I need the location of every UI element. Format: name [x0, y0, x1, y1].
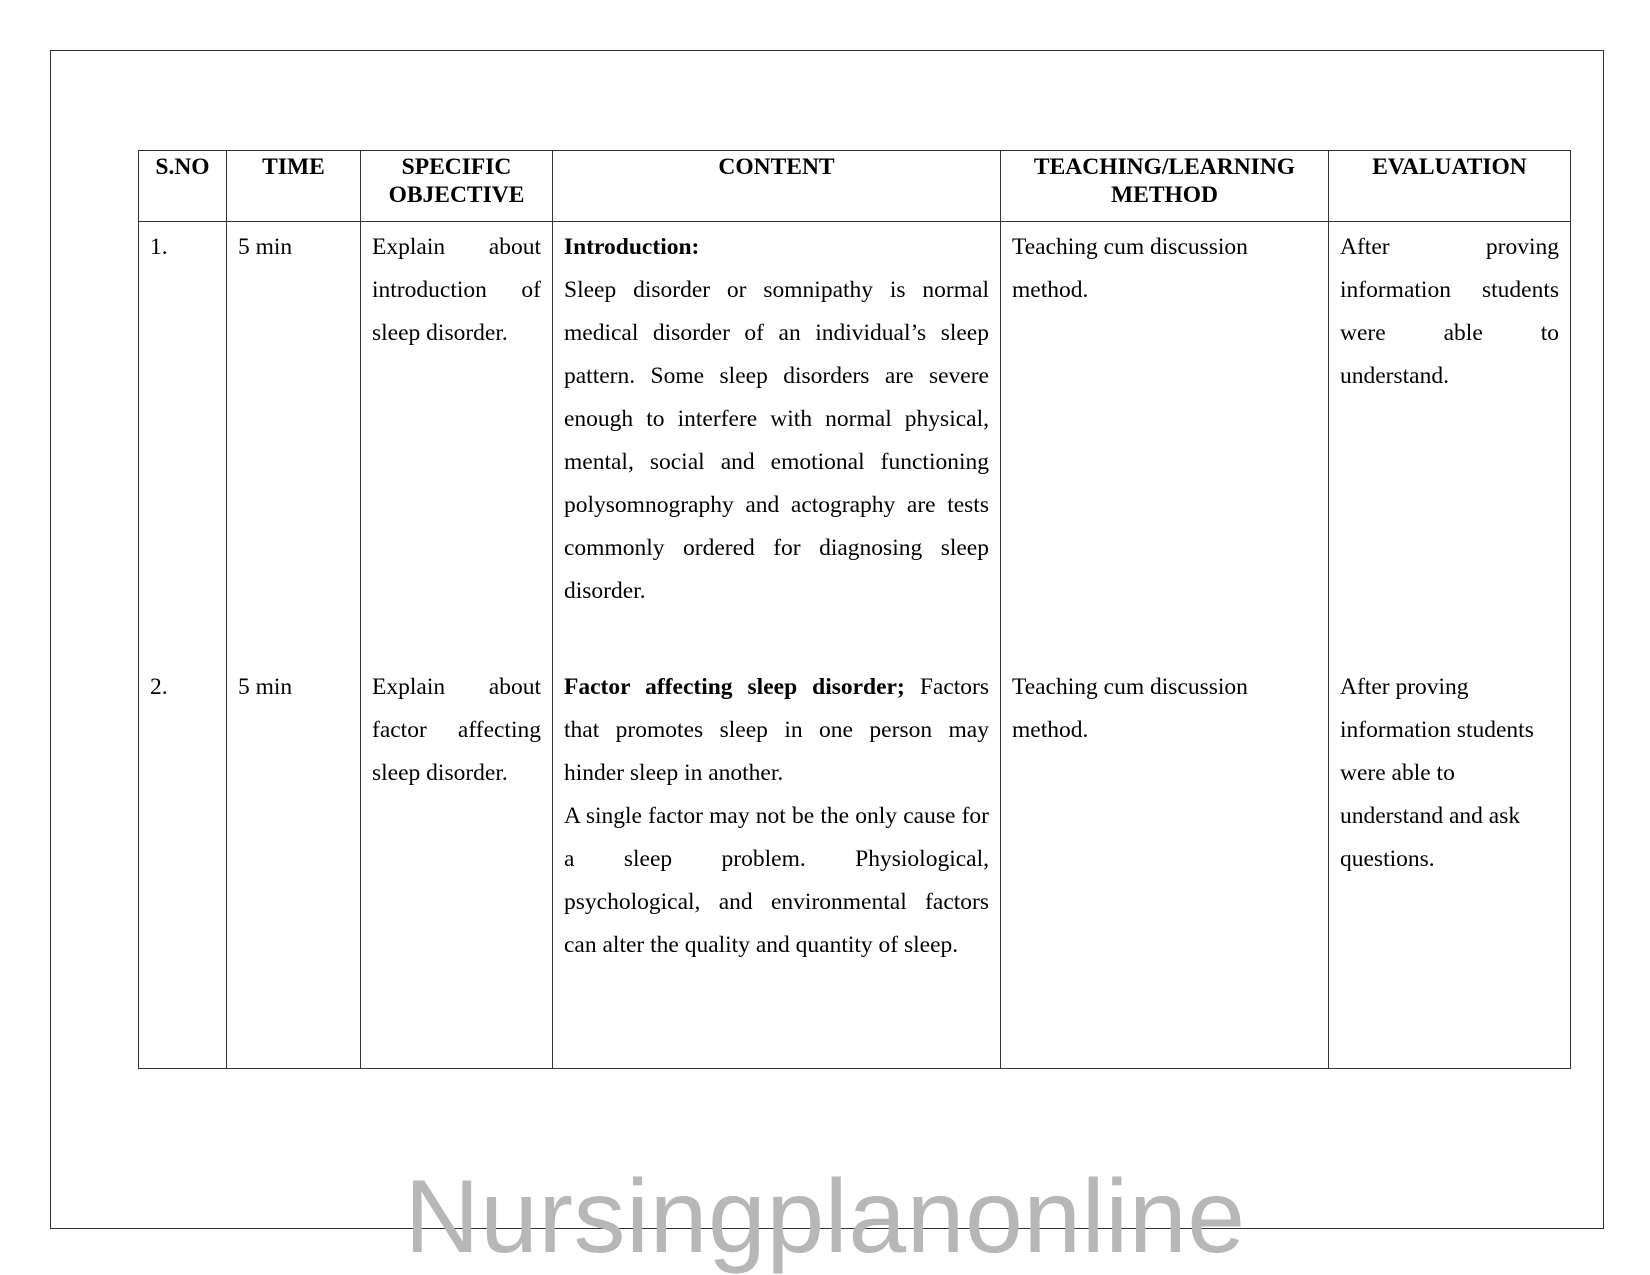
cell-objective: Explain about introduction of sleep disorder. — [361, 222, 553, 663]
cell-sno: 1. — [139, 222, 227, 663]
cell-time: 5 min — [227, 222, 361, 663]
header-objective — [361, 151, 553, 222]
header-content: CONTENT — [553, 151, 1001, 222]
content-heading: Factor affecting sleep disorder; — [564, 674, 905, 700]
cell-time: 5 min — [227, 662, 361, 1069]
content-text: Factors that promotes sleep in one person may hinder sleep in another. — [564, 674, 990, 786]
header-evaluation: EVALUATION — [1329, 151, 1571, 222]
cell-content — [553, 662, 1001, 1069]
table-row — [139, 662, 1571, 1069]
header-method — [1001, 151, 1329, 222]
header-time: TIME — [227, 151, 361, 222]
cell-objective: Explain about factor affecting sleep disorder. — [361, 662, 553, 1069]
table-row — [139, 222, 1571, 663]
content-heading: Introduction: — [564, 234, 700, 260]
lesson-plan-table — [138, 150, 1571, 1069]
cell-method: Teaching cum discussion method. — [1001, 662, 1329, 1069]
content-text-2: A single factor may not be the only cause for a sleep problem. Physiological, psychological, and environmental factors can alter the quality and quantity of sleep. — [564, 803, 989, 958]
cell-method: Teaching cum discussion method. — [1001, 222, 1329, 663]
cell-evaluation: After proving information students were able to understand. — [1329, 222, 1571, 663]
watermark-text: Nursingplanonline — [404, 1159, 1246, 1275]
header-method-line2: METHOD — [1110, 182, 1219, 208]
header-sno: S.NO — [139, 151, 227, 222]
cell-sno: 2. — [139, 662, 227, 1069]
table-header-row — [139, 151, 1571, 222]
cell-content — [553, 222, 1001, 663]
header-objective-line1: SPECIFIC — [401, 154, 512, 180]
content-text: Sleep disorder or somnipathy is normal medical disorder of an individual’s sleep pattern. Some sleep disorders are severe enough to interfere with normal physical, mental, social and emotional functioning polysomnography and actography are tests commonly ordered for diagnosing sleep disorder. — [564, 277, 989, 604]
cell-evaluation: After proving information students were able to understand and ask questions. — [1329, 662, 1571, 1069]
header-method-line1: TEACHING/LEARNING — [1033, 154, 1296, 180]
header-objective-line2: OBJECTIVE — [388, 182, 525, 208]
